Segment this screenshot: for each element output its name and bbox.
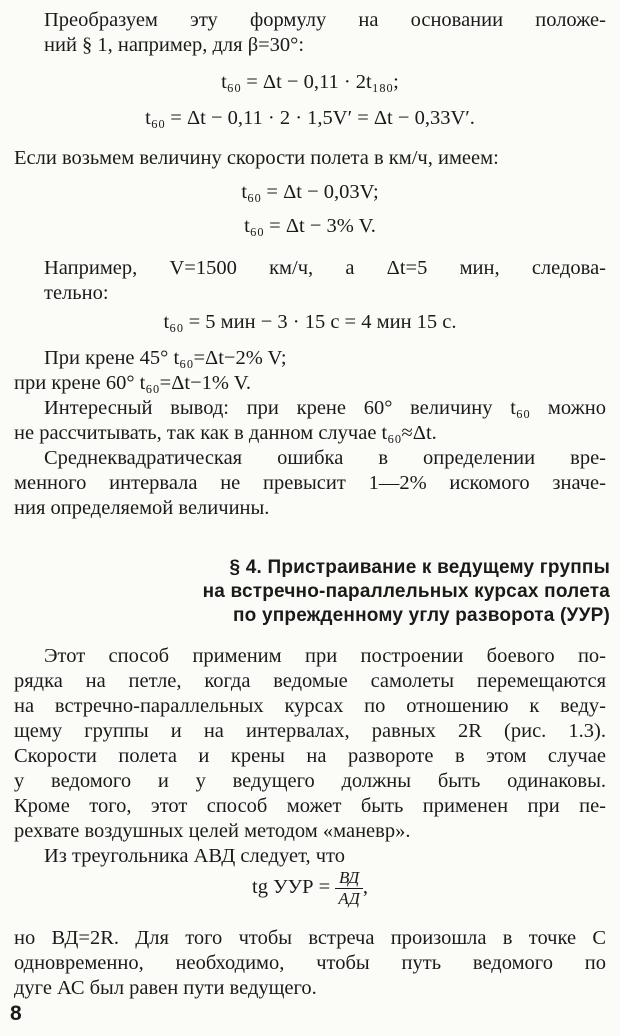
text-line: дуге АС был равен пути ведущего.: [14, 977, 317, 999]
equation-lhs: tg УУР =: [252, 876, 331, 898]
text-line: Кроме того, этот способ может быть применен при пе-: [14, 795, 606, 817]
equation-1: t₆₀ = Δt − 0,11 · 2t₁₈₀;: [221, 71, 399, 93]
text-line: тельно:: [44, 282, 109, 304]
equation-5: t₆₀ = 5 мин − 3 · 15 с = 4 мин 15 с.: [163, 311, 457, 333]
fraction-denominator: АД: [338, 888, 360, 908]
text-line: Из треугольника АВД следует, что: [44, 845, 345, 867]
equation-tangent: [0, 866, 620, 909]
paragraph-method: [14, 644, 606, 869]
text-line: Среднеквадратическая ошибка в определении вре-: [44, 447, 606, 469]
text-line: у ведомого и у ведущего должны быть одинаковы.: [14, 770, 606, 792]
equation-tail: ,: [362, 876, 368, 898]
text-line: Например, V=1500 км/ч, а Δt=5 мин, следова-: [44, 257, 606, 279]
text-line: но ВД=2R. Для того чтобы встреча произошла в точке С: [14, 927, 606, 949]
text-line: на встречно-параллельных курсах по отношению к веду-: [14, 695, 606, 717]
equation-3: t₆₀ = Δt − 0,03V;: [241, 181, 379, 203]
text-line: одновременно, необходимо, чтобы путь ведомого по: [14, 952, 606, 974]
equation-4: t₆₀ = Δt − 3% V.: [244, 215, 376, 237]
paragraph-speed: Если возьмем величину скорости полета в км/ч, имеем:: [14, 147, 499, 169]
fraction: [335, 868, 362, 909]
text-line: не рассчитывать, так как в данном случае t₆₀≈Δt.: [14, 422, 437, 444]
text-line: ния определяемой величины.: [14, 497, 270, 519]
text-line: рехвате воздушных целей методом «маневр».: [14, 820, 411, 842]
paragraph-example: [14, 256, 606, 306]
section-heading: [170, 556, 610, 628]
text-line: при крене 60° t₆₀=Δt−1% V.: [14, 372, 252, 394]
heading-line: по упрежденному углу разворота (УУР): [233, 605, 610, 626]
equation-2: t₆₀ = Δt − 0,11 · 2 · 1,5V′ = Δt − 0,33V′.: [145, 107, 475, 129]
paragraph-bank: [14, 346, 606, 521]
heading-line: § 4. Пристраивание к ведущему группы: [229, 557, 610, 578]
text-line: Преобразуем эту формулу на основании положе-: [44, 9, 606, 31]
text-line: рядка на петле, когда ведомые самолеты перемещаются: [14, 670, 606, 692]
fraction-numerator: ВД: [335, 868, 362, 889]
text-line: Скорости полета и крены на развороте в этом случае: [14, 745, 606, 767]
text-line: менного интервала не превысит 1—2% искомого значе-: [14, 472, 606, 494]
page-number: 8: [10, 1002, 22, 1025]
text-line: щему группы и на интервалах, равных 2R (рис. 1.3).: [14, 720, 606, 742]
text-line: Интересный вывод: при крене 60° величину t₆₀ можно: [44, 397, 606, 419]
heading-line: на встречно-параллельных курсах полета: [202, 581, 610, 602]
text-line: Этот способ применим при построении боевого по-: [44, 645, 606, 667]
text-line: ний § 1, например, для β=30°:: [44, 34, 305, 56]
paragraph-meeting: [14, 926, 606, 1001]
text-line: При крене 45° t₆₀=Δt−2% V;: [44, 347, 287, 369]
paragraph-intro: [14, 8, 606, 58]
